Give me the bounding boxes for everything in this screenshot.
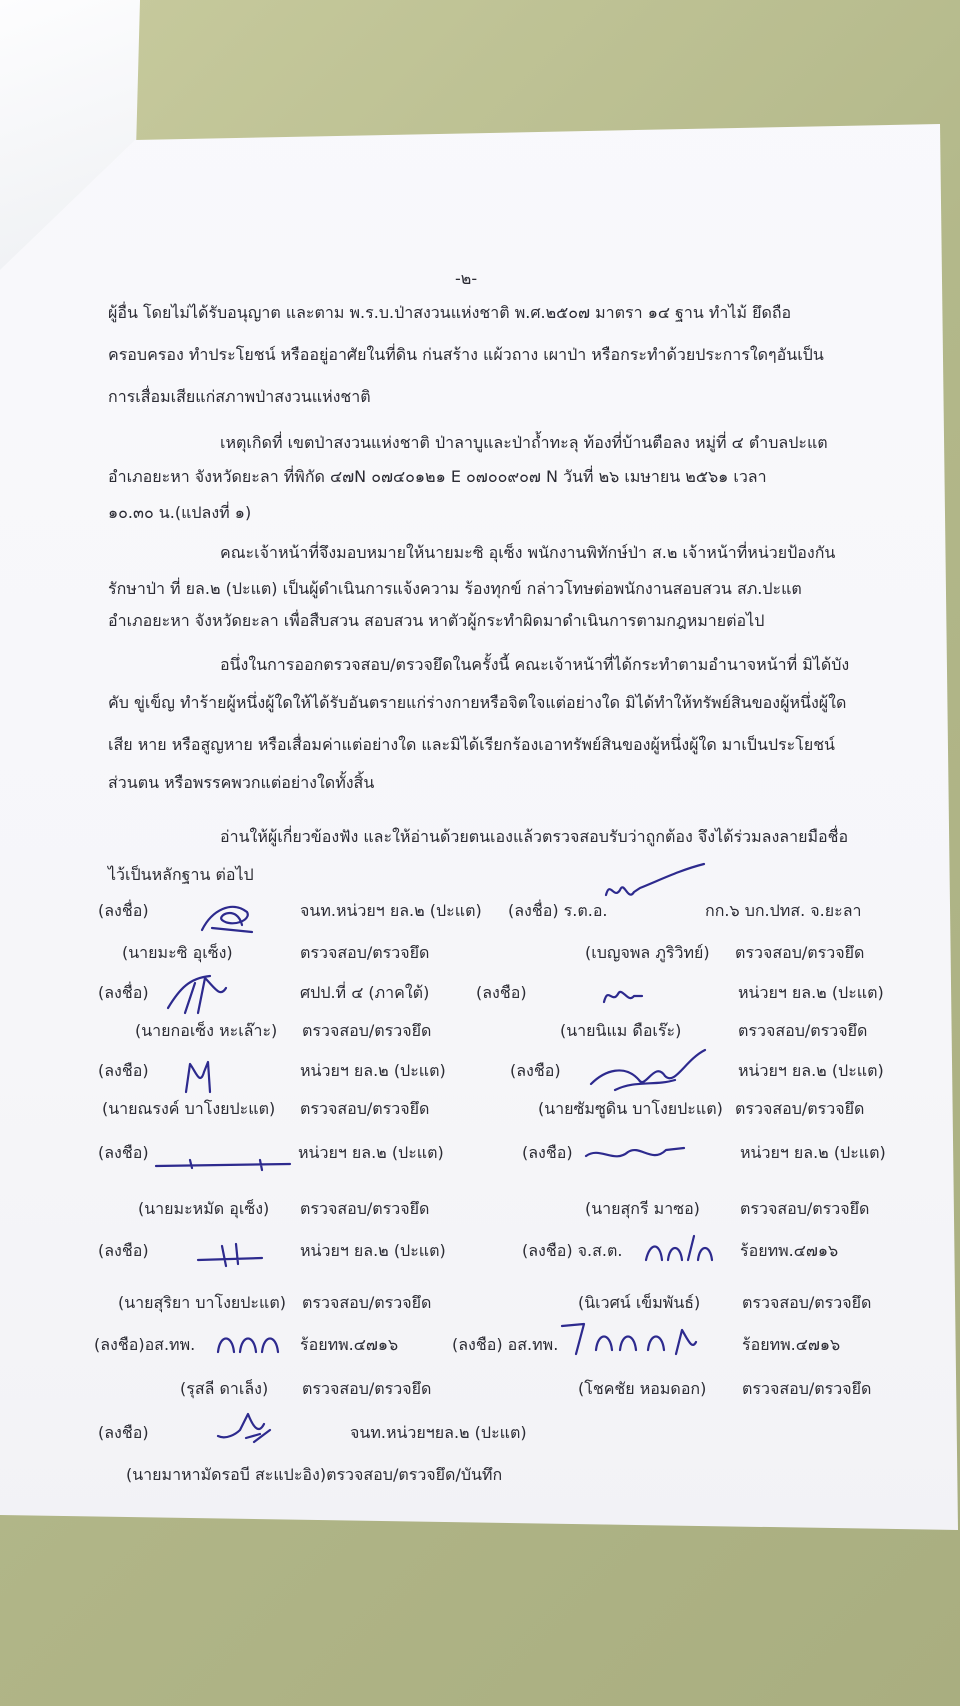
paragraph-line: อนึ่งในการออกตรวจสอบ/ตรวจยึดในครั้งนี้ คณะเจ้าหน้าที่ได้กระทำตามอำนาจหน้าที่ มิได้บัง: [220, 655, 850, 674]
signature-label: (ลงชือ) อส.ทพ.: [452, 1335, 559, 1354]
signature-label: (ลงชื่อ): [98, 901, 149, 920]
signature-label: (ลงชือ): [98, 1241, 149, 1260]
signer-duty: ตรวจสอบ/ตรวจยึด: [742, 1379, 872, 1398]
signer-name: (นายมาหามัดรอบี สะแปะอิง)ตรวจสอบ/ตรวจยึด/บันทึก: [126, 1465, 503, 1484]
signer-name: (นายกอเซ็ง หะเล๊าะ): [135, 1021, 278, 1040]
paragraph-line: อ่านให้ผู้เกี่ยวข้องฟัง และให้อ่านด้วยตนเองแล้วตรวจสอบรับว่าถูกต้อง จึงได้ร่วมลงลายมือชื่อ: [220, 827, 849, 846]
signer-name: (นายมะซิ อุเซ็ง): [122, 943, 233, 962]
signature-position: ร้อยทพ.๔๗๑๖: [740, 1241, 839, 1260]
page-number: -๒-: [455, 269, 478, 288]
signer-duty: ตรวจสอบ/ตรวจยึด: [300, 943, 430, 962]
signer-duty: ตรวจสอบ/ตรวจยึด: [302, 1293, 432, 1312]
signer-name: (รุสลี ดาเล็ง): [180, 1379, 269, 1398]
signer-name: (นายซัมซูดิน บาโงยปะแต): [538, 1099, 723, 1118]
paragraph-line: ๑๐.๓๐ น.(แปลงที่ ๑): [108, 503, 252, 522]
paragraph-line: เสีย หาย หรือสูญหาย หรือเสื่อมค่าแต่อย่างใด และมิได้เรียกร้องเอาทรัพย์สินของผู้หนึ่งผู้ใด มาเป็นประโยชน์: [108, 735, 835, 754]
handwritten-signature: [180, 1052, 220, 1100]
signer-duty: ตรวจสอบ/ตรวจยึด: [302, 1021, 432, 1040]
signer-name: (เบญจพล ภูริวิทย์): [585, 943, 710, 962]
signature-label: (ลงชื่อ) ร.ต.อ.: [508, 901, 608, 920]
signer-name: (นายนิแม ดือเร๊ะ): [560, 1021, 682, 1040]
signer-name: (นายสุกรี มาซอ): [585, 1199, 700, 1218]
signer-duty: ตรวจสอบ/ตรวจยึด: [742, 1293, 872, 1312]
signature-position: หน่วยฯ ยล.๒ (ปะแต): [300, 1241, 446, 1260]
paragraph-line: เหตุเกิดที่ เขตป่าสงวนแห่งชาติ ป่าลาบูและป่าถ้ำทะลุ ท้องที่บ้านตือลง หมู่ที่ ๔ ตำบลปะแต: [220, 433, 828, 452]
handwritten-signature: [192, 1240, 272, 1270]
signer-name: (นิเวศน์ เข็มพันธ์): [578, 1293, 701, 1312]
paragraph-line: อำเภอยะหา จังหวัดยะลา เพื่อสืบสวน สอบสวน หาตัวผู้กระทำผิดมาดำเนินการตามกฎหมายต่อไป: [108, 611, 765, 630]
handwritten-signature: [556, 1314, 716, 1364]
paragraph-line: ส่วนตน หรือพรรคพวกแต่อย่างใดทั้งสิ้น: [108, 773, 375, 792]
signature-position: หน่วยฯ ยล.๒ (ปะแต): [298, 1143, 444, 1162]
paragraph-line: คณะเจ้าหน้าที่จึงมอบหมายให้นายมะซิ อุเซ็ง พนักงานพิทักษ์ป่า ส.๒ เจ้าหน้าที่หน่วยป้องกัน: [220, 543, 836, 562]
signature-position: หน่วยฯ ยล.๒ (ปะแต): [300, 1061, 446, 1080]
handwritten-signature: [210, 1400, 290, 1450]
signer-name: (นายณรงค์ บาโงยปะแต): [102, 1099, 276, 1118]
signature-position: กก.๖ บก.ปทส. จ.ยะลา: [705, 901, 862, 920]
handwritten-signature: [150, 1152, 300, 1177]
paragraph-line: การเสื่อมเสียแก่สภาพป่าสงวนแห่งชาติ: [108, 387, 371, 406]
signature-position: ร้อยทพ.๔๗๑๖: [742, 1335, 841, 1354]
signature-label: (ลงชือ)อส.ทพ.: [94, 1335, 196, 1354]
paragraph-line: อำเภอยะหา จังหวัดยะลา ที่พิกัด ๔๗N ๐๗๔๐๑๒๑ E ๐๗๐๐๙๐๗ N วันที่ ๒๖ เมษายน ๒๕๖๑ เวลา: [108, 467, 767, 486]
handwritten-signature: [192, 890, 262, 940]
signature-label: (ลงชือ): [98, 1423, 149, 1442]
signer-duty: ตรวจสอบ/ตรวจยึด: [740, 1199, 870, 1218]
signature-label: (ลงชือ): [98, 1061, 149, 1080]
signature-position: จนท.หน่วยฯยล.๒ (ปะแต): [350, 1423, 527, 1442]
paragraph-line: ครอบครอง ทำประโยชน์ หรืออยู่อาศัยในที่ดิน ก่นสร้าง แผ้วถาง เผาป่า หรือกระทำด้วยประการใดๆอันเป็น: [108, 345, 824, 364]
signer-duty: ตรวจสอบ/ตรวจยึด: [300, 1199, 430, 1218]
signature-label: (ลงชือ): [98, 1143, 149, 1162]
signer-duty: ตรวจสอบ/ตรวจยึด: [735, 943, 865, 962]
signer-name: (นายสุริยา บาโงยปะแต): [118, 1293, 286, 1312]
signature-label: (ลงชือ): [522, 1143, 573, 1162]
signature-position: จนท.หน่วยฯ ยล.๒ (ปะแต): [300, 901, 482, 920]
signature-label: (ลงชื่อ): [98, 983, 149, 1002]
signature-position: หน่วยฯ ยล.๒ (ปะแต): [738, 1061, 884, 1080]
handwritten-signature: [585, 1040, 715, 1100]
signer-duty: ตรวจสอบ/ตรวจยึด: [302, 1379, 432, 1398]
paragraph-line: คับ ขู่เข็ญ ทำร้ายผู้หนึ่งผู้ใดให้ได้รับอันตรายแก่ร่างกายหรือจิตใจแต่อย่างใด มิได้ทำให้ทรัพย์สินของผู้หนึ่งผู้ใด: [108, 693, 847, 712]
paragraph-line: รักษาป่า ที่ ยล.๒ (ปะแต) เป็นผู้ดำเนินการแจ้งความ ร้องทุกข์ กล่าวโทษต่อพนักงานสอบสวน สภ.ปะแต: [108, 579, 802, 598]
signature-position: หน่วยฯ ยล.๒ (ปะแต): [738, 983, 884, 1002]
handwritten-signature: [598, 974, 648, 1009]
signer-duty: ตรวจสอบ/ตรวจยึด: [300, 1099, 430, 1118]
handwritten-signature: [640, 1230, 720, 1272]
signer-duty: ตรวจสอบ/ตรวจยึด: [738, 1021, 868, 1040]
signature-label: (ลงชือ): [476, 983, 527, 1002]
handwritten-signature: [212, 1318, 292, 1366]
paragraph-line: ผู้อื่น โดยไม่ได้รับอนุญาต และตาม พ.ร.บ.ป่าสงวนแห่งชาติ พ.ศ.๒๕๐๗ มาตรา ๑๔ ฐาน ทำไม้ ยึดถือ: [108, 303, 792, 322]
signer-duty: ตรวจสอบ/ตรวจยึด: [735, 1099, 865, 1118]
signature-label: (ลงชือ) จ.ส.ต.: [522, 1241, 623, 1260]
signer-name: (โชคชัย หอมดอก): [578, 1379, 707, 1398]
signature-position: หน่วยฯ ยล.๒ (ปะแต): [740, 1143, 886, 1162]
signature-label: (ลงชือ): [510, 1061, 561, 1080]
handwritten-signature: [580, 1138, 690, 1173]
handwritten-signature: [600, 860, 710, 915]
signer-name: (นายมะหมัด อุเซ็ง): [138, 1199, 270, 1218]
handwritten-signature: [160, 968, 235, 1023]
paragraph-line: ไว้เป็นหลักฐาน ต่อไป: [108, 865, 254, 884]
signature-position: ร้อยทพ.๔๗๑๖: [300, 1335, 399, 1354]
signature-position: ศปป.ที่ ๔ (ภาคใต้): [300, 983, 430, 1002]
